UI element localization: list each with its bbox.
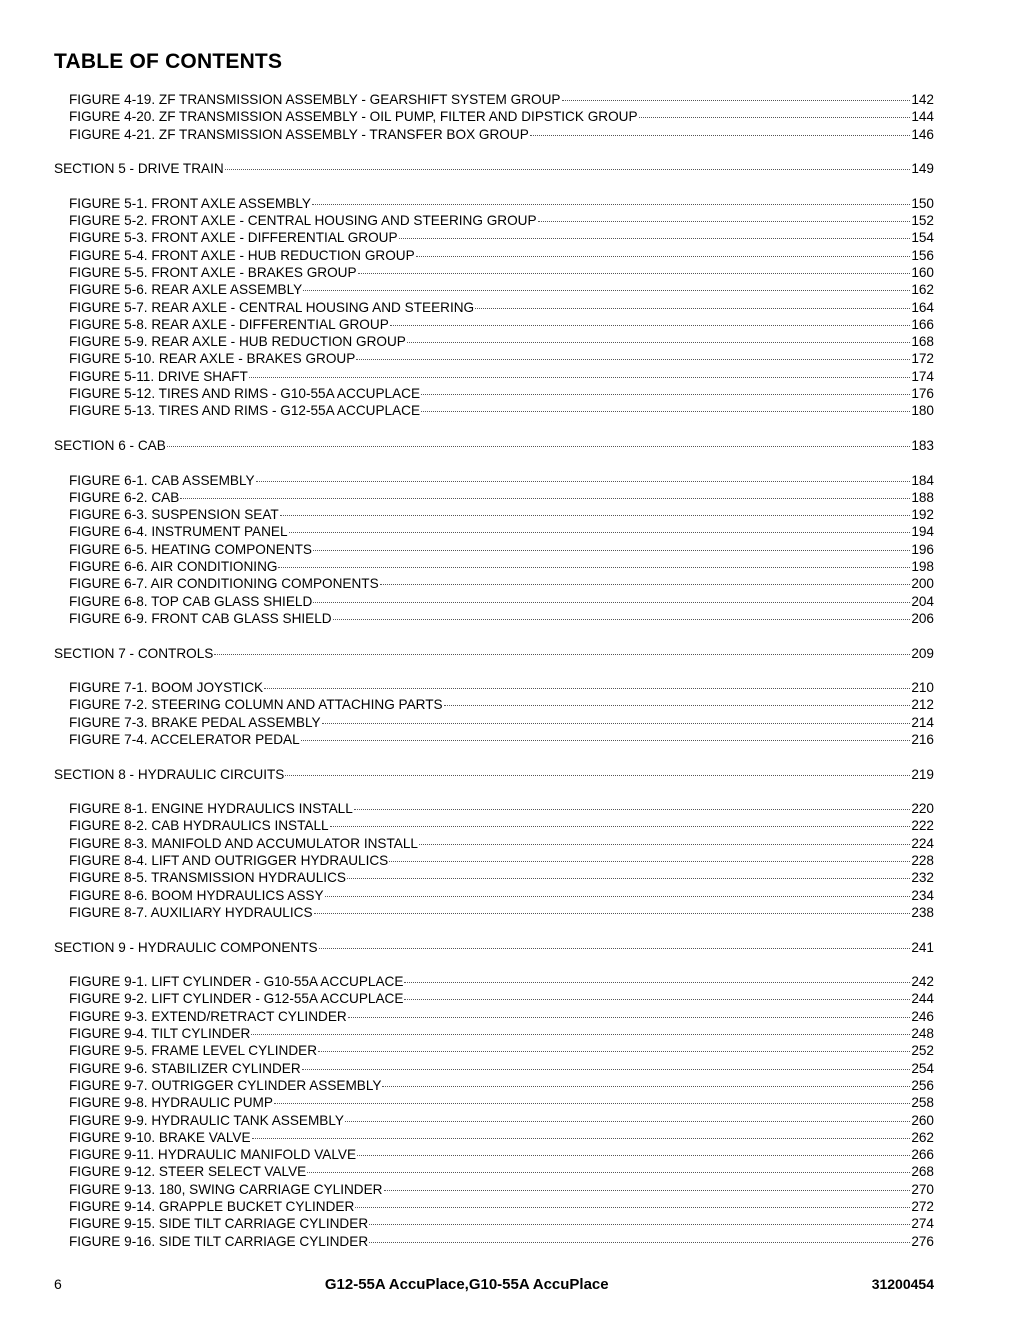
dot-leader — [475, 308, 910, 309]
toc-entry-page-number: 232 — [911, 870, 934, 886]
dot-leader — [355, 1207, 910, 1208]
toc-entry-label: SECTION 8 - HYDRAULIC CIRCUITS — [54, 766, 285, 782]
dot-leader — [333, 619, 911, 620]
toc-figure-entry[interactable] — [54, 385, 934, 402]
dot-leader — [274, 1103, 910, 1104]
toc-figure-entry[interactable] — [54, 973, 934, 990]
toc-figure-entry[interactable] — [54, 1163, 934, 1180]
dot-leader — [639, 117, 911, 118]
toc-entry-label: FIGURE 6-3. SUSPENSION SEAT — [69, 507, 279, 523]
toc-entry-label: FIGURE 4-20. ZF TRANSMISSION ASSEMBLY - OIL PUMP, FILTER AND DIPSTICK GROUP — [69, 109, 638, 125]
toc-figure-entry[interactable] — [54, 610, 934, 627]
toc-entry-label: FIGURE 9-9. HYDRAULIC TANK ASSEMBLY — [69, 1112, 344, 1128]
dot-leader — [530, 135, 911, 136]
toc-figure-entry[interactable] — [54, 91, 934, 108]
toc-entry-page-number: 156 — [911, 247, 934, 263]
toc-entry-label: FIGURE 9-12. STEER SELECT VALVE — [69, 1164, 307, 1180]
toc-entry-label: FIGURE 9-6. STABILIZER CYLINDER — [69, 1060, 301, 1076]
toc-entry-label: FIGURE 9-3. EXTEND/RETRACT CYLINDER — [69, 1008, 347, 1024]
toc-entry-page-number: 234 — [911, 887, 934, 903]
toc-figure-entry[interactable] — [54, 108, 934, 125]
toc-entry-page-number: 242 — [911, 974, 934, 990]
toc-entry-label: FIGURE 6-6. AIR CONDITIONING — [69, 559, 278, 575]
dot-leader — [562, 100, 911, 101]
toc-entry-page-number: 266 — [911, 1147, 934, 1163]
toc-entry-label: SECTION 6 - CAB — [54, 437, 166, 453]
toc-entry-label: FIGURE 6-7. AIR CONDITIONING COMPONENTS — [69, 576, 379, 592]
toc-entry-label: FIGURE 5-2. FRONT AXLE - CENTRAL HOUSING AND STEERING GROUP — [69, 213, 537, 229]
toc-entry-label: FIGURE 9-13. 180, SWING CARRIAGE CYLINDER — [69, 1181, 383, 1197]
dot-leader — [322, 723, 911, 724]
dot-leader — [249, 377, 911, 378]
dot-leader — [301, 740, 911, 741]
toc-entry-page-number: 238 — [911, 904, 934, 920]
dot-leader — [369, 1224, 910, 1225]
toc-entry-label: FIGURE 8-5. TRANSMISSION HYDRAULICS — [69, 870, 346, 886]
toc-entry-page-number: 162 — [911, 282, 934, 298]
toc-entry-label: FIGURE 5-11. DRIVE SHAFT — [69, 368, 248, 384]
dot-leader — [251, 1034, 910, 1035]
toc-figure-entry[interactable] — [54, 1112, 934, 1129]
toc-entry-label: FIGURE 4-21. ZF TRANSMISSION ASSEMBLY - TRANSFER BOX GROUP — [69, 126, 529, 142]
dot-leader — [307, 1172, 910, 1173]
toc-entry-page-number: 214 — [911, 714, 934, 730]
toc-entry-label: FIGURE 8-6. BOOM HYDRAULICS ASSY — [69, 887, 324, 903]
toc-figure-entry[interactable] — [54, 593, 934, 610]
toc-entry-label: FIGURE 5-3. FRONT AXLE - DIFFERENTIAL GROUP — [69, 230, 398, 246]
toc-figure-entry[interactable] — [54, 523, 934, 540]
toc-figure-entry[interactable] — [54, 247, 934, 264]
toc-figure-entry[interactable] — [54, 126, 934, 143]
toc-entry-page-number: 256 — [911, 1077, 934, 1093]
toc-figure-entry[interactable] — [54, 229, 934, 246]
toc-figure-entry[interactable] — [54, 731, 934, 748]
toc-entry-page-number: 176 — [911, 386, 934, 402]
toc-entry-page-number: 222 — [911, 818, 934, 834]
toc-section-entry[interactable] — [54, 160, 934, 177]
dot-leader — [444, 705, 911, 706]
toc-figure-entry[interactable] — [54, 350, 934, 367]
toc-entry-label: FIGURE 8-3. MANIFOLD AND ACCUMULATOR INSTALL — [69, 835, 418, 851]
dot-leader — [325, 896, 911, 897]
toc-figure-entry[interactable] — [54, 1181, 934, 1198]
dot-leader — [421, 394, 910, 395]
toc-entry-page-number: 244 — [911, 991, 934, 1007]
toc-figure-entry[interactable] — [54, 1008, 934, 1025]
toc-entry-page-number: 192 — [911, 507, 934, 523]
toc-entry-page-number: 204 — [911, 593, 934, 609]
dot-leader — [303, 290, 910, 291]
toc-entry-page-number: 212 — [911, 697, 934, 713]
toc-entry-page-number: 268 — [911, 1164, 934, 1180]
toc-entry-page-number: 146 — [911, 126, 934, 142]
toc-figure-entry[interactable] — [54, 696, 934, 713]
dot-leader — [382, 1086, 910, 1087]
toc-entry-page-number: 164 — [911, 299, 934, 315]
page-title: TABLE OF CONTENTS — [54, 50, 283, 73]
toc-figure-entry[interactable] — [54, 1094, 934, 1111]
dot-leader — [256, 481, 911, 482]
dot-leader — [404, 982, 910, 983]
toc-figure-entry[interactable] — [54, 990, 934, 1007]
toc-figure-entry[interactable] — [54, 1060, 934, 1077]
toc-entry-page-number: 198 — [911, 559, 934, 575]
toc-entry-label: FIGURE 9-7. OUTRIGGER CYLINDER ASSEMBLY — [69, 1077, 382, 1093]
toc-entry-label: FIGURE 6-4. INSTRUMENT PANEL — [69, 524, 288, 540]
toc-figure-entry[interactable] — [54, 714, 934, 731]
dot-leader — [354, 809, 911, 810]
dot-leader — [380, 584, 911, 585]
dot-leader — [399, 238, 911, 239]
dot-leader — [167, 446, 911, 447]
toc-section-entry[interactable] — [54, 437, 934, 454]
toc-entry-page-number: 154 — [911, 230, 934, 246]
toc-figure-entry[interactable] — [54, 904, 934, 921]
toc-figure-entry[interactable] — [54, 835, 934, 852]
toc-entry-label: FIGURE 6-1. CAB ASSEMBLY — [69, 472, 255, 488]
dot-leader — [264, 688, 910, 689]
toc-section-entry[interactable] — [54, 766, 934, 783]
toc-figure-entry[interactable] — [54, 333, 934, 350]
toc-figure-entry[interactable] — [54, 817, 934, 834]
toc-entry-page-number: 216 — [911, 731, 934, 747]
dot-leader — [356, 359, 910, 360]
toc-entry-page-number: 174 — [911, 368, 934, 384]
dot-leader — [318, 1051, 910, 1052]
toc-entry-label: FIGURE 5-7. REAR AXLE - CENTRAL HOUSING AND STEERING — [69, 299, 475, 315]
toc-entry-label: SECTION 9 - HYDRAULIC COMPONENTS — [54, 939, 318, 955]
toc-entry-page-number: 180 — [911, 403, 934, 419]
dot-leader — [278, 567, 910, 568]
toc-entry-page-number: 150 — [911, 195, 934, 211]
dot-leader — [345, 1121, 910, 1122]
toc-entry-label: FIGURE 5-4. FRONT AXLE - HUB REDUCTION GROUP — [69, 247, 415, 263]
toc-figure-entry[interactable] — [54, 368, 934, 385]
toc-entry-page-number: 184 — [911, 472, 934, 488]
toc-entry-page-number: 276 — [911, 1233, 934, 1249]
toc-figure-entry[interactable] — [54, 402, 934, 419]
dot-leader — [407, 342, 910, 343]
toc-entry-page-number: 254 — [911, 1060, 934, 1076]
toc-entry-label: FIGURE 5-5. FRONT AXLE - BRAKES GROUP — [69, 264, 357, 280]
toc-entry-label: FIGURE 8-1. ENGINE HYDRAULICS INSTALL — [69, 801, 353, 817]
toc-entry-label: FIGURE 4-19. ZF TRANSMISSION ASSEMBLY - GEARSHIFT SYSTEM GROUP — [69, 92, 561, 107]
toc-entry-label: FIGURE 9-4. TILT CYLINDER — [69, 1026, 251, 1042]
toc-entry-page-number: 206 — [911, 610, 934, 626]
dot-leader — [357, 1155, 910, 1156]
toc-entry-label: FIGURE 9-15. SIDE TILT CARRIAGE CYLINDER — [69, 1216, 369, 1232]
table-of-contents — [54, 91, 934, 1250]
toc-entry-page-number: 152 — [911, 213, 934, 229]
dot-leader — [347, 878, 910, 879]
toc-entry-page-number: 166 — [911, 316, 934, 332]
toc-entry-label: FIGURE 9-14. GRAPPLE BUCKET CYLINDER — [69, 1199, 355, 1214]
toc-figure-entry[interactable] — [54, 852, 934, 869]
toc-entry-label: FIGURE 9-11. HYDRAULIC MANIFOLD VALVE — [69, 1147, 357, 1163]
toc-entry-page-number: 262 — [911, 1129, 934, 1145]
toc-figure-entry[interactable] — [54, 558, 934, 575]
dot-leader — [330, 826, 911, 827]
toc-entry-label: FIGURE 9-1. LIFT CYLINDER - G10-55A ACCUPLACE — [69, 974, 404, 990]
toc-figure-entry[interactable] — [54, 1129, 934, 1146]
toc-entry-label: FIGURE 8-7. AUXILIARY HYDRAULICS — [69, 904, 313, 920]
toc-entry-page-number: 149 — [911, 161, 934, 177]
dot-leader — [302, 1069, 911, 1070]
toc-entry-label: FIGURE 7-4. ACCELERATOR PEDAL — [69, 731, 300, 747]
toc-entry-page-number: 200 — [911, 576, 934, 592]
toc-entry-page-number: 196 — [911, 541, 934, 557]
toc-figure-entry[interactable] — [54, 281, 934, 298]
dot-leader — [369, 1242, 910, 1243]
toc-figure-entry[interactable] — [54, 472, 934, 489]
toc-figure-entry[interactable] — [54, 1146, 934, 1163]
toc-entry-label: FIGURE 5-13. TIRES AND RIMS - G12-55A ACCUPLACE — [69, 403, 421, 419]
toc-figure-entry[interactable] — [54, 489, 934, 506]
toc-entry-label: FIGURE 6-8. TOP CAB GLASS SHIELD — [69, 593, 313, 609]
dot-leader — [348, 1017, 911, 1018]
dot-leader — [419, 844, 910, 845]
toc-entry-page-number: 183 — [911, 437, 934, 453]
toc-entry-label: FIGURE 8-4. LIFT AND OUTRIGGER HYDRAULICS — [69, 853, 389, 869]
toc-entry-label: SECTION 5 - DRIVE TRAIN — [54, 161, 224, 177]
dot-leader — [390, 325, 911, 326]
toc-entry-label: FIGURE 9-2. LIFT CYLINDER - G12-55A ACCUPLACE — [69, 991, 404, 1007]
toc-entry-page-number: 219 — [911, 766, 934, 782]
toc-entry-page-number: 144 — [911, 109, 934, 125]
toc-figure-entry[interactable] — [54, 299, 934, 316]
dot-leader — [314, 913, 911, 914]
toc-figure-entry[interactable] — [54, 1233, 934, 1250]
dot-leader — [421, 411, 910, 412]
toc-entry-page-number: 224 — [911, 835, 934, 851]
toc-entry-page-number: 252 — [911, 1043, 934, 1059]
toc-entry-label: FIGURE 5-1. FRONT AXLE ASSEMBLY — [69, 195, 311, 211]
footer-model-name: G12-55A AccuPlace,G10-55A AccuPlace — [324, 1276, 609, 1293]
toc-entry-label: FIGURE 9-16. SIDE TILT CARRIAGE CYLINDER — [69, 1233, 369, 1249]
toc-entry-label: FIGURE 6-9. FRONT CAB GLASS SHIELD — [69, 610, 332, 626]
toc-entry-label: FIGURE 9-10. BRAKE VALVE — [69, 1129, 251, 1145]
toc-entry-label: FIGURE 5-10. REAR AXLE - BRAKES GROUP — [69, 351, 356, 367]
toc-entry-page-number: 168 — [911, 334, 934, 350]
toc-figure-entry[interactable] — [54, 1198, 934, 1215]
toc-entry-page-number: 272 — [911, 1199, 934, 1214]
dot-leader — [319, 948, 911, 949]
toc-entry-page-number: 246 — [911, 1008, 934, 1024]
toc-entry-label: FIGURE 5-8. REAR AXLE - DIFFERENTIAL GROUP — [69, 316, 389, 332]
toc-entry-page-number: 172 — [911, 351, 934, 367]
toc-figure-entry[interactable] — [54, 887, 934, 904]
toc-entry-page-number: 248 — [911, 1026, 934, 1042]
toc-entry-page-number: 210 — [911, 680, 934, 696]
toc-entry-page-number: 228 — [911, 853, 934, 869]
dot-leader — [289, 532, 911, 533]
dot-leader — [389, 861, 910, 862]
toc-figure-entry[interactable] — [54, 869, 934, 886]
toc-figure-entry[interactable] — [54, 1025, 934, 1042]
toc-figure-entry[interactable] — [54, 1077, 934, 1094]
toc-entry-label: SECTION 7 - CONTROLS — [54, 645, 214, 661]
toc-entry-label: FIGURE 6-5. HEATING COMPONENTS — [69, 541, 312, 557]
toc-figure-entry[interactable] — [54, 800, 934, 817]
toc-entry-label: FIGURE 6-2. CAB — [69, 489, 180, 505]
toc-entry-page-number: 260 — [911, 1112, 934, 1128]
toc-section-entry[interactable] — [54, 939, 934, 956]
toc-entry-label: FIGURE 8-2. CAB HYDRAULICS INSTALL — [69, 818, 329, 834]
toc-entry-label: FIGURE 5-9. REAR AXLE - HUB REDUCTION GROUP — [69, 334, 406, 350]
toc-entry-label: FIGURE 5-6. REAR AXLE ASSEMBLY — [69, 282, 303, 298]
toc-figure-entry[interactable] — [54, 506, 934, 523]
dot-leader — [252, 1138, 911, 1139]
footer-document-number: 31200454 — [871, 1276, 934, 1292]
dot-leader — [280, 515, 911, 516]
toc-entry-page-number: 258 — [911, 1095, 934, 1111]
dot-leader — [313, 550, 910, 551]
dot-leader — [416, 256, 911, 257]
dot-leader — [404, 999, 910, 1000]
toc-entry-page-number: 274 — [911, 1216, 934, 1232]
dot-leader — [214, 654, 910, 655]
dot-leader — [180, 498, 910, 499]
toc-entry-page-number: 270 — [911, 1181, 934, 1197]
dot-leader — [538, 221, 911, 222]
toc-entry-label: FIGURE 7-3. BRAKE PEDAL ASSEMBLY — [69, 714, 321, 730]
dot-leader — [285, 775, 910, 776]
toc-figure-entry[interactable] — [54, 316, 934, 333]
toc-entry-page-number: 241 — [911, 939, 934, 955]
toc-section-entry[interactable] — [54, 645, 934, 662]
page-footer — [54, 1276, 934, 1293]
toc-figure-entry[interactable] — [54, 1215, 934, 1232]
toc-entry-page-number: 160 — [911, 264, 934, 280]
toc-entry-page-number: 209 — [911, 645, 934, 661]
toc-figure-entry[interactable] — [54, 575, 934, 592]
dot-leader — [384, 1190, 911, 1191]
toc-figure-entry[interactable] — [54, 679, 934, 696]
toc-entry-label: FIGURE 5-12. TIRES AND RIMS - G10-55A ACCUPLACE — [69, 386, 421, 402]
toc-figure-entry[interactable] — [54, 1042, 934, 1059]
toc-entry-page-number: 194 — [911, 524, 934, 540]
toc-entry-label: FIGURE 9-5. FRAME LEVEL CYLINDER — [69, 1043, 318, 1059]
toc-figure-entry[interactable] — [54, 195, 934, 212]
footer-page-number: 6 — [54, 1276, 62, 1292]
toc-entry-label: FIGURE 7-2. STEERING COLUMN AND ATTACHING PARTS — [69, 697, 443, 713]
toc-entry-page-number: 188 — [911, 489, 934, 505]
toc-entry-page-number: 142 — [911, 92, 934, 107]
dot-leader — [312, 204, 910, 205]
dot-leader — [313, 602, 910, 603]
toc-figure-entry[interactable] — [54, 264, 934, 281]
toc-entry-label: FIGURE 9-8. HYDRAULIC PUMP — [69, 1095, 273, 1111]
dot-leader — [358, 273, 911, 274]
toc-figure-entry[interactable] — [54, 541, 934, 558]
toc-figure-entry[interactable] — [54, 212, 934, 229]
dot-leader — [225, 169, 911, 170]
toc-entry-page-number: 220 — [911, 801, 934, 817]
toc-entry-label: FIGURE 7-1. BOOM JOYSTICK — [69, 680, 264, 696]
